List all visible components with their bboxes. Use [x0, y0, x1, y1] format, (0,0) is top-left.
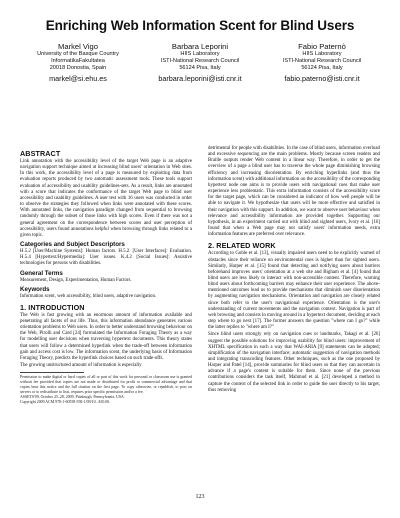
introduction-paragraph-2: The growing unstructured amount of information is especially [20, 363, 142, 369]
footnote-divider [20, 372, 84, 373]
author-2 [140, 42, 260, 84]
copyright-notice: Copyright 2009 ACM 978-1-60558-558-1/09/10...$10.00. [20, 399, 111, 404]
conference-info: ASSETS'09, October 25–28, 2009, Pittsburgh, Pennsylvania, USA. [20, 394, 125, 399]
introduction-heading: 1. INTRODUCTION [20, 302, 85, 312]
general-terms-text: Measurement, Design, Experimentation, Human Factors. [20, 277, 132, 283]
introduction-paragraph: The Web is fast growing with an enormous amount of information available and penetrating all facets of our life. Thus, this information abundance generates various orientation problems to Web users. In order to better understand browsing behaviour on the Web, Pirolli and Card [24] formulated the Information Foraging Theory as a way for modelling user decisions when traversing hypertext documents. This theory states that users will follow a determined hyperlink when the trade-off between information gain and access cost is low. The information scent, the underlying basis of Information Foraging Theory, predicts the hyperlink choices based on such trade-offs. [20, 312, 192, 361]
related-work-heading: 2. RELATED WORK [208, 241, 276, 251]
abstract-heading: ABSTRACT [20, 149, 61, 158]
author-affiliation: HIIS Laboratory [180, 51, 220, 57]
author-email[interactable]: barbara.leporini@isti.cnr.it [158, 74, 242, 83]
author-department: ISTI-National Research Council [282, 58, 362, 64]
left-column [20, 146, 192, 405]
keywords-text: Information scent, web accessibility, blind users, adaptive navigation. [20, 293, 157, 299]
author-email[interactable]: markel@si.ehu.es [49, 74, 107, 83]
author-affiliation: University of the Basque Country [37, 51, 119, 57]
paper-title: Enriching Web Information Scent for Blind Users [45, 18, 355, 33]
permission-notice: Permission to make digital or hard copies of all or part of this work for personal or classroom use is granted without fee provided that copies are not made or distributed for profit or commercial advantage and that copies bear this notice and the full citation on the first page. To copy otherwise, or republish, to post on servers or to redistribute to lists, requires prior specific permission and/or a fee. [20, 375, 192, 394]
abstract-text: Link annotation with the accessibility level of the target Web page is an adaptive navigation support technique aimed at increasing blind users' orientation in Web sites. In this work, the accessibility level of a page is measured by exploiting data from evaluation reports produced by two automatic assessment tools. These tools support evaluation of accessibility and usability guidelines-sets. As a result, links are annotated with a score that indicates the conformance of the target Web page to blind user accessibility and usability guidelines. A user test with 16 users was conducted in order to observe the strategies they followed when links were annotated with these scores. With annotated links, the navigation paradigm changed from sequential to browsing randomly through the subset of those links with high scores. Even if there was not a general agreement on the correspondence between scores and user perception of accessibility, users found annotations helpful when browsing through links related to a given topic. [20, 159, 192, 238]
related-work-paragraph-2: Since blind users strongly rely on navigation cues or landmarks, Takagi et al. [26] suggest the possible solutions for improving usability for blind users: improvement of XHTML specification in such a way that WAI-ARIA [9] statements can be adopted; simplification of the navigation interface; automatic suggestion of navigation methods and integrating transcoding features. Other techniques, such as the one proposed by Harper and Patel [14], provide summaries for blind users so that they can ascertain in advance if a page's content is suitable for them. Since none of the previous contributions considers the task itself, Mahmud et al. [21] developed a method to capture the context of the selected link in order to guide the user directly to his target, thus removing [208, 332, 380, 393]
categories-heading: Categories and Subject Descriptors [20, 241, 125, 249]
author-affiliation: HIIS Laboratory [302, 51, 342, 57]
author-department: InformatikaFakultatea [51, 58, 105, 64]
keywords-heading: Keywords [20, 285, 50, 293]
author-name: Fabio Paternò [298, 42, 346, 51]
page-number: 123 [195, 494, 205, 500]
author-email[interactable]: fabio.paterno@isti.cnr.it [284, 74, 360, 83]
author-address: 20018 Donostia, Spain [49, 65, 107, 71]
author-name: Barbara Leporini [171, 42, 229, 51]
categories-text: H.5.2 [User/Machine Systems]: Human factors. H.5.2. [User Interfaces]: Evaluation. H.5.4 [Hypertext/Hypermedia]: User issues. K.4.2 [Social Issues]: Assistive technologies for persons with disabilities. [20, 249, 192, 267]
right-column [208, 146, 380, 395]
general-terms-heading: General Terms [20, 269, 63, 277]
author-address: 56124 Pisa, Italy [179, 65, 221, 71]
author-address: 56124 Pisa, Italy [301, 65, 343, 71]
author-3 [262, 42, 382, 84]
author-department: ISTI-National Research Council [160, 58, 240, 64]
author-block [18, 42, 382, 84]
related-work-paragraph: According to Goble et al. [13], visually impaired users need to be explicitly warned of obstacles since their reliance on environmental cues is higher than for sighted users. Similarly, Harper et al. [15] found that detecting and notifying users about barriers beforehand improves users' orientation at a web site and Bigham et al. [4] found that blind users are less likely to interact with non-accessible content. Therefore, warning blind users about forthcoming barriers may enhance their user experience. The above-mentioned outcomes lead us to provide mechanisms that diminish user disorientation by augmenting navigation mechanisms. Orientation and navigation are closely related since both refer to the user's navigational experience. Orientation is the user's understanding of current movements and the navigation context. Navigation is part of web browsing and consists in moving around in a hypertext document, deciding at each step where to go next [17]. The former answers the question "where can I go?" while the latter replies to "where am I?" [208, 251, 380, 331]
introduction-continued-paragraph: detrimental for people with disabilities. In the case of blind users, information overload and excessive sequencing are the main problems. Mostly because screen readers and Braille outputs render Web content in a linear way. Therefore, in order to get the overview of a page a blind user has to traverse the whole page diminishing browsing efficiency and increasing disorientation. By enriching hyperlinks (and thus the information scent) with additional information on the accessibility of the corresponding hypertext node one aims is to provide users with navigational cues that make user experience less problematic. This extra information consists of the accessibility score for the target page, which can be considered an indicator of how well people will be able to navigate it. We hypothesize that users will be more effective and satisfied in their navigation with this support. In addition, we want to observe user behaviour when relevance and accessibility information are provided together. Supporting our hypothesis, in an experiment carried out with blind and sighted users, Ivory et al. [16] found that when a Web page may not satisfy users' information needs, extra information features are preferred over relevance. [208, 146, 380, 238]
author-name: Markel Vigo [58, 42, 98, 51]
author-1 [18, 42, 138, 84]
